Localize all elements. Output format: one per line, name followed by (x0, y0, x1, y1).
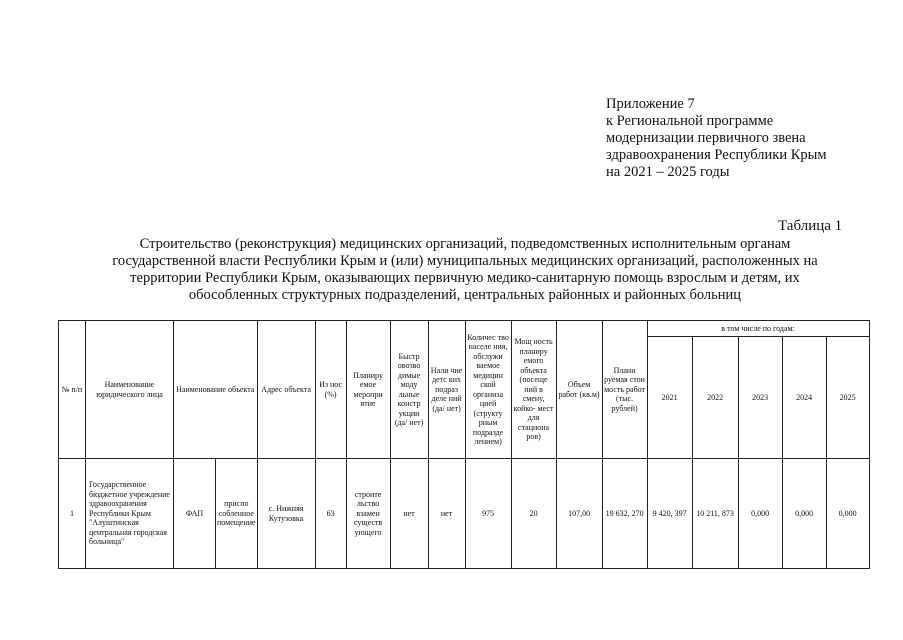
cell-year-2023: 0,000 (738, 459, 782, 569)
header-area: Объем работ (кв.м) (556, 321, 602, 459)
header-planned-measure: Планиру емое меропри ятие (346, 321, 390, 459)
cell-year-2024: 0,000 (782, 459, 826, 569)
cell-area: 107,00 (556, 459, 602, 569)
cell-children: нет (428, 459, 465, 569)
data-table (58, 320, 870, 569)
appendix-line: на 2021 – 2025 годы (606, 164, 730, 180)
header-row (59, 321, 870, 337)
header-children: Нали чие детс ких подраз деле ний (да/ нет) (428, 321, 465, 459)
appendix-line: модернизации первичного звена (606, 130, 806, 146)
header-modular: Быстр овозво димые моду льные констр укции (да/ нет) (390, 321, 428, 459)
header-year: 2022 (692, 337, 738, 459)
header-cost: Плани руемая стои мость работ (тыс. рублей) (602, 321, 647, 459)
cell-planned-measure: строите льство взамен существ ующего (346, 459, 390, 569)
cell-address: с. Нижняя Кутузовка (257, 459, 315, 569)
table-label: Таблица 1 (778, 218, 843, 234)
header-wear: Из нос (%) (315, 321, 346, 459)
appendix-block (606, 96, 827, 181)
header-num: № п/п (59, 321, 86, 459)
document-title (60, 236, 870, 304)
cell-wear: 63 (315, 459, 346, 569)
cell-num: 1 (59, 459, 86, 569)
header-years-group: в том числе по годам: (647, 321, 869, 337)
title-line: обособленных структурных подразделений, центральных районных и районных больниц (188, 287, 742, 303)
header-object-name: Наименование объекта (174, 321, 258, 459)
header-year: 2024 (782, 337, 826, 459)
cell-cost: 19 632, 270 (602, 459, 647, 569)
title-line: Строительство (реконструкция) медицинских организаций, подведомственных исполнительным органам (139, 236, 791, 252)
appendix-line: Приложение 7 (606, 96, 695, 112)
title-line: территории Республики Крым, оказывающих первичную медико-санитарную помощь взрослым и детям, их (130, 270, 800, 286)
appendix-line: здравоохранения Республики Крым (606, 147, 827, 163)
header-address: Адрес объекта (257, 321, 315, 459)
cell-object-name: ФАП (174, 459, 216, 569)
appendix-line: к Региональной программе (606, 113, 774, 129)
cell-year-2022: 10 211, 873 (692, 459, 738, 569)
cell-population: 975 (465, 459, 511, 569)
cell-legal-name: Государственное бюджетное учреждение здравоохранения Республики Крым "Алуштинская центральная городская больница" (86, 459, 174, 569)
header-year: 2025 (826, 337, 869, 459)
cell-object-type: приспо собленное помещение (216, 459, 258, 569)
header-population: Количес тво населе ния, обслужи ваемое медицин ской организа цией (структу рным подразде лением) (465, 321, 511, 459)
cell-modular: нет (390, 459, 428, 569)
header-year: 2021 (647, 337, 692, 459)
header-capacity: Мощ ность планиру емого объекта (посеще ний в смену, койко- мест для стациона ров) (511, 321, 556, 459)
cell-year-2025: 0,000 (826, 459, 869, 569)
title-line: государственной власти Республики Крым и (или) муниципальных медицинских организаций, расположенных на (112, 253, 818, 269)
cell-year-2021: 9 420, 397 (647, 459, 692, 569)
cell-capacity: 20 (511, 459, 556, 569)
table-row (59, 459, 870, 569)
header-legal-name: Наименование юридического лица (86, 321, 174, 459)
header-year: 2023 (738, 337, 782, 459)
